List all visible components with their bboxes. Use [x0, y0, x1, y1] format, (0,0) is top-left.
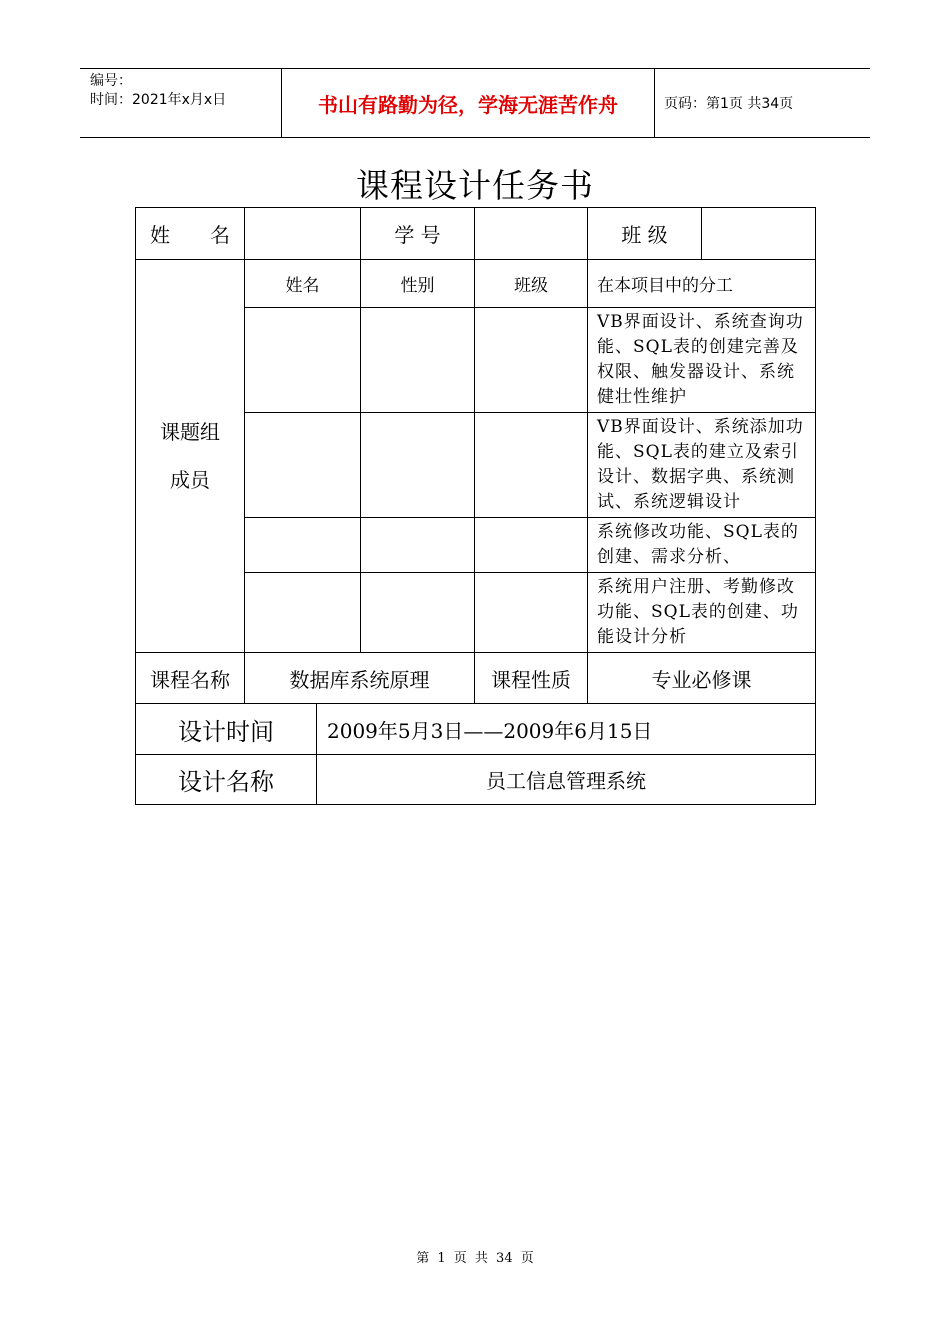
member-class-cell[interactable] [475, 308, 588, 413]
member-name-cell[interactable] [245, 413, 361, 518]
class-value-cell[interactable] [702, 208, 816, 260]
member-class-cell[interactable] [475, 573, 588, 653]
time-line: 时间：2021年x月x日 [90, 92, 227, 108]
info-row [136, 208, 816, 260]
members-label-line1: 课题组 [160, 420, 220, 444]
design-time-label: 设计时间 [136, 704, 317, 755]
class-label: 班 级 [588, 208, 702, 260]
page-footer: 第 1 页 共 34 页 [416, 1251, 534, 1266]
member-gender-cell[interactable] [361, 413, 475, 518]
header-motto: 书山有路勤为径，学海无涯苦作舟 [282, 69, 655, 137]
name-value-cell[interactable] [245, 208, 361, 260]
design-name-label: 设计名称 [136, 755, 317, 805]
col-header-gender: 性别 [361, 260, 475, 308]
member-duty-cell: VB界面设计、系统添加功能、SQL表的建立及索引设计、数据字典、系统测试、系统逻辑设计 [588, 413, 816, 518]
member-class-cell[interactable] [475, 413, 588, 518]
course-row [136, 653, 816, 704]
course-nature-label: 课程性质 [475, 653, 588, 704]
student-id-value-cell[interactable] [475, 208, 588, 260]
col-header-duty: 在本项目中的分工 [588, 260, 816, 308]
task-table [135, 207, 816, 805]
design-name-value: 员工信息管理系统 [317, 755, 816, 805]
member-gender-cell[interactable] [361, 573, 475, 653]
member-class-cell[interactable] [475, 518, 588, 573]
student-id-label: 学 号 [361, 208, 475, 260]
member-duty-cell: 系统修改功能、SQL表的创建、需求分析、 [588, 518, 816, 573]
members-label [136, 260, 245, 653]
member-name-cell[interactable] [245, 518, 361, 573]
member-name-cell[interactable] [245, 308, 361, 413]
course-name-value: 数据库系统原理 [245, 653, 475, 704]
member-name-cell[interactable] [245, 573, 361, 653]
course-nature-value: 专业必修课 [588, 653, 816, 704]
col-header-class: 班级 [475, 260, 588, 308]
design-time-value: 2009年5月3日——2009年6月15日 [317, 704, 816, 755]
page-header [80, 68, 870, 138]
number-label: 编号： [90, 73, 132, 89]
header-page-info: 页码：第1页 共34页 [664, 96, 794, 112]
member-gender-cell[interactable] [361, 518, 475, 573]
design-name-row [136, 755, 816, 805]
member-duty-cell: VB界面设计、系统查询功能、SQL表的创建完善及权限、触发器设计、系统健壮性维护 [588, 308, 816, 413]
col-header-name: 姓名 [245, 260, 361, 308]
name-label: 姓 名 [136, 208, 245, 260]
member-gender-cell[interactable] [361, 308, 475, 413]
header-meta [80, 69, 282, 137]
members-label-line2: 成员 [170, 468, 210, 492]
members-header-row [136, 260, 816, 308]
member-duty-cell: 系统用户注册、考勤修改功能、SQL表的创建、功能设计分析 [588, 573, 816, 653]
design-time-row [136, 704, 816, 755]
course-name-label: 课程名称 [136, 653, 245, 704]
document-title: 课程设计任务书 [356, 166, 594, 205]
